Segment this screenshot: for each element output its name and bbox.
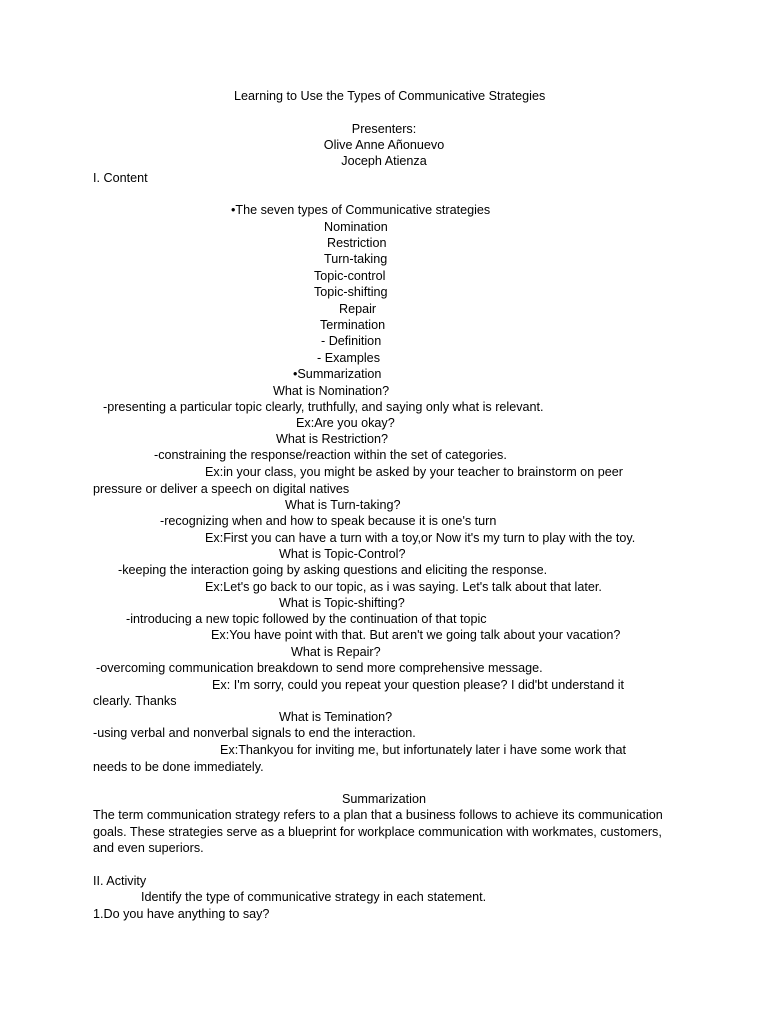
list-item: Nomination (324, 220, 388, 234)
example-text: Ex:You have point with that. But aren't we going talk about your vacation? (211, 628, 621, 642)
presenters-label: Presenters: (351, 122, 417, 136)
example-text: needs to be done immediately. (93, 760, 264, 774)
section-heading: I. Content (93, 171, 148, 185)
question-heading: What is Nomination? (273, 384, 390, 398)
definition-text: -introducing a new topic followed by the continuation of that topic (126, 612, 487, 626)
presenter-name: Joceph Atienza (341, 154, 427, 168)
definition-text: -recognizing when and how to speak because it is one's turn (160, 514, 497, 528)
list-item: Restriction (327, 236, 387, 250)
list-item: Repair (339, 302, 377, 316)
list-item: Turn-taking (324, 252, 388, 266)
list-heading: •The seven types of Communicative strategies (231, 203, 491, 217)
section-heading: II. Activity (93, 874, 147, 888)
definition-text: -keeping the interaction going by asking questions and eliciting the response. (118, 563, 548, 577)
activity-question: 1.Do you have anything to say? (93, 907, 270, 921)
example-text: Ex:in your class, you might be asked by your teacher to brainstorm on peer (205, 465, 623, 479)
question-heading: What is Turn-taking? (285, 498, 401, 512)
example-text: clearly. Thanks (93, 694, 177, 708)
definition-text: -constraining the response/reaction within the set of categories. (154, 448, 507, 462)
definition-text: -using verbal and nonverbal signals to end the interaction. (93, 726, 416, 740)
question-heading: What is Temination? (279, 710, 393, 724)
list-heading: •Summarization (293, 367, 382, 381)
summary-heading: Summarization (342, 792, 426, 806)
question-heading: What is Topic-shifting? (279, 596, 405, 610)
list-item: Topic-shifting (314, 285, 388, 299)
example-text: Ex:First you can have a turn with a toy,or Now it's my turn to play with the toy. (205, 531, 636, 545)
example-text: pressure or deliver a speech on digital natives (93, 482, 350, 496)
example-text: Ex:Thankyou for inviting me, but infortunately later i have some work that (220, 743, 626, 757)
definition-text: -presenting a particular topic clearly, truthfully, and saying only what is relevant. (103, 400, 544, 414)
sub-item: - Examples (317, 351, 380, 365)
definition-text: -overcoming communication breakdown to send more comprehensive message. (96, 661, 543, 675)
list-item: Termination (320, 318, 386, 332)
presenter-name: Olive Anne Añonuevo (323, 138, 445, 152)
sub-item: - Definition (321, 334, 382, 348)
example-text: Ex: I'm sorry, could you repeat your question please? I did'bt understand it (212, 678, 625, 692)
example-text: Ex:Let's go back to our topic, as i was saying. Let's talk about that later. (205, 580, 602, 594)
question-heading: What is Topic-Control? (279, 547, 406, 561)
question-heading: What is Repair? (291, 645, 381, 659)
example-text: Ex:Are you okay? (296, 416, 395, 430)
question-heading: What is Restriction? (276, 432, 388, 446)
activity-instruction: Identify the type of communicative strategy in each statement. (141, 890, 487, 904)
document-title: Learning to Use the Types of Communicative Strategies (234, 89, 546, 103)
list-item: Topic-control (314, 269, 386, 283)
summary-paragraph: The term communication strategy refers to a plan that a business follows to achieve its communication goals. These strategies serve as a blueprint for workplace communication with workmates, customers, and even superiors. (93, 808, 663, 856)
